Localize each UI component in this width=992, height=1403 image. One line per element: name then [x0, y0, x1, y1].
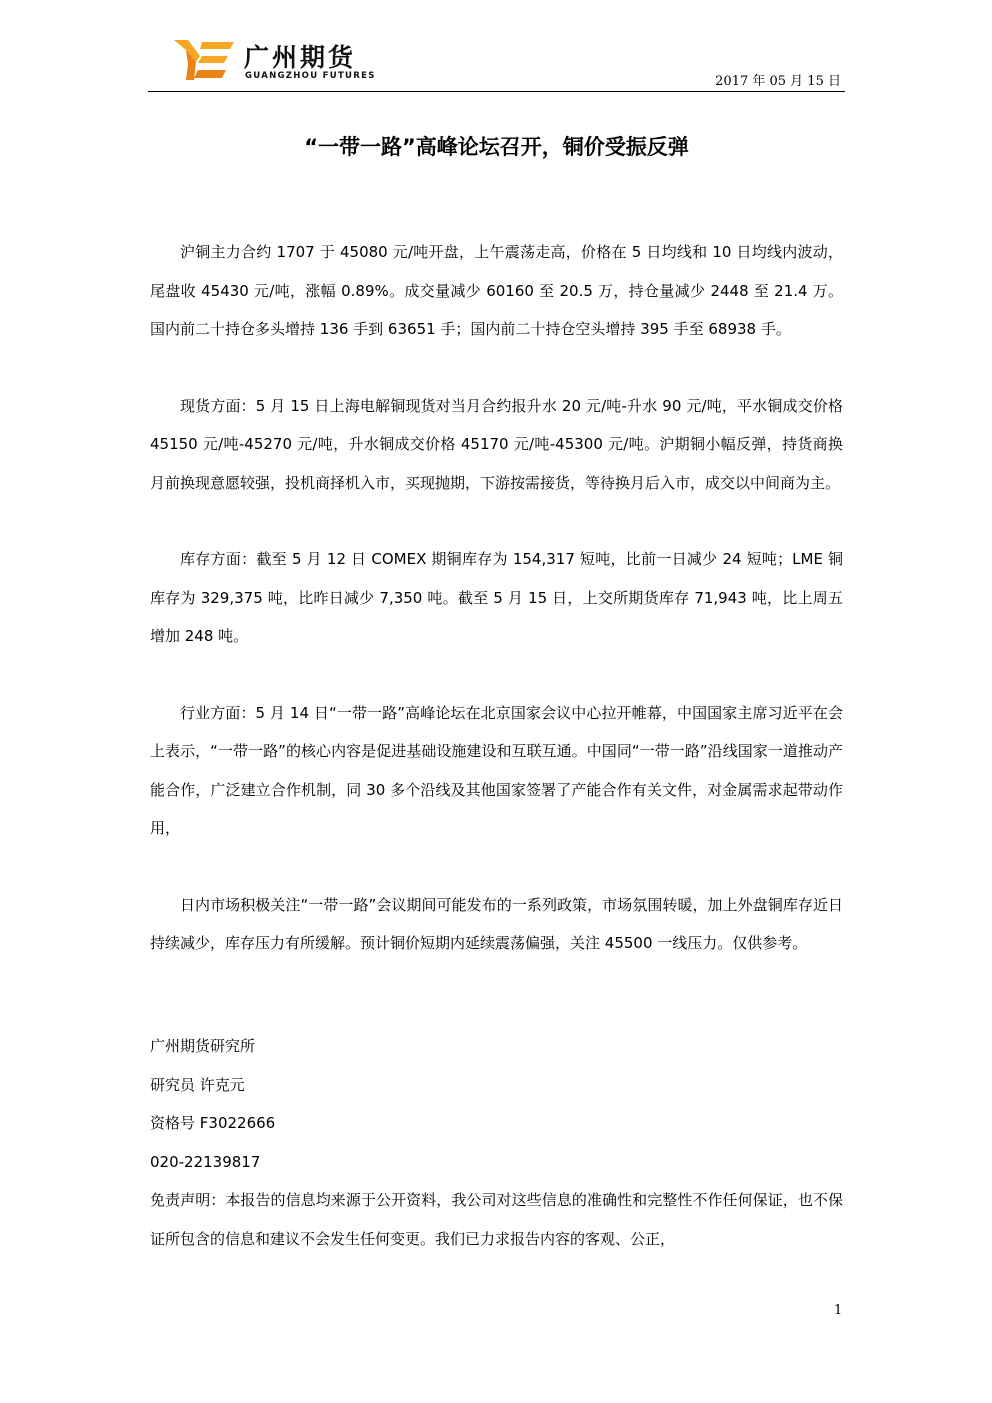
disclaimer-text: 免责声明：本报告的信息均来源于公开资料，我公司对这些信息的准确性和完整性不作任何保证，也不保证所包含的信息和建议不会发生任何变更。我们已力求报告内容的客观、公正， [150, 1191, 843, 1248]
paragraph-industry: 行业方面：5 月 14 日“一带一路”高峰论坛在北京国家会议中心拉开帷幕，中国国家主席习近平在会上表示，“一带一路”的核心内容是促进基础设施建设和互联互通。中国同“一带一路”沿线国家一道推动产能合作，广泛建立合作机制，同 30 多个沿线及其他国家签署了产能合作有关文件，对金属需求起带动作用， [150, 703, 843, 837]
page-header [148, 34, 845, 94]
logo-english-name: GUANGZHOU FUTURES [245, 71, 376, 81]
company-logo [172, 38, 382, 86]
page-number: 1 [834, 1303, 843, 1318]
logo-chinese-name: 广州期货 [244, 43, 357, 72]
phone-number: 020-22139817 [150, 1152, 261, 1171]
institute-name: 广州期货研究所 [150, 1037, 256, 1055]
paragraph-spot: 现货方面：5 月 15 日上海电解铜现货对当月合约报升水 20 元/吨-升水 90 元/吨，平水铜成交价格 45150 元/吨-45270 元/吨，升水铜成交价格 45170 元/吨-45300 元/吨。沪期铜小幅反弹，持货商换月前换现意愿较强，投机商择机入市，买现抛期，下游按需接货，等待换月后入市，成交以中间商为主。 [150, 396, 843, 492]
report-footer [150, 1027, 843, 1258]
paragraph-inventory: 库存方面：截至 5 月 12 日 COMEX 期铜库存为 154,317 短吨，比前一日减少 24 短吨；LME 铜库存为 329,375 吨，比昨日减少 7,350 吨。截至 5 月 15 日，上交所期货库存 71,943 吨，比上周五增加 248 吨。 [150, 550, 843, 645]
report-date: 2017 年 05 月 15 日 [715, 74, 841, 89]
report-title: “一带一路”高峰论坛召开，铜价受振反弹 [304, 135, 689, 159]
paragraph-outlook: 日内市场积极关注“一带一路”会议期间可能发布的一系列政策，市场氛围转暖，加上外盘铜库存近日持续减少，库存压力有所缓解。预计铜价短期内延续震荡偏强，关注 45500 一线压力。仅供参考。 [150, 895, 843, 952]
researcher-name: 研究员 许克元 [150, 1075, 245, 1094]
paragraph-market-summary: 沪铜主力合约 1707 于 45080 元/吨开盘，上午震荡走高，价格在 5 日均线和 10 日均线内波动，尾盘收 45430 元/吨，涨幅 0.89%。成交量减少 60160 至 20.5 万，持仓量减少 2448 至 21.4 万。国内前二十持仓多头增持 136 手到 63651 手；国内前二十持仓空头增持 395 手至 68938 手。 [150, 243, 843, 338]
license-number: 资格号 F3022666 [150, 1114, 276, 1132]
company-logo-mark [172, 38, 236, 82]
header-divider [148, 91, 845, 92]
report-body [150, 233, 843, 1001]
